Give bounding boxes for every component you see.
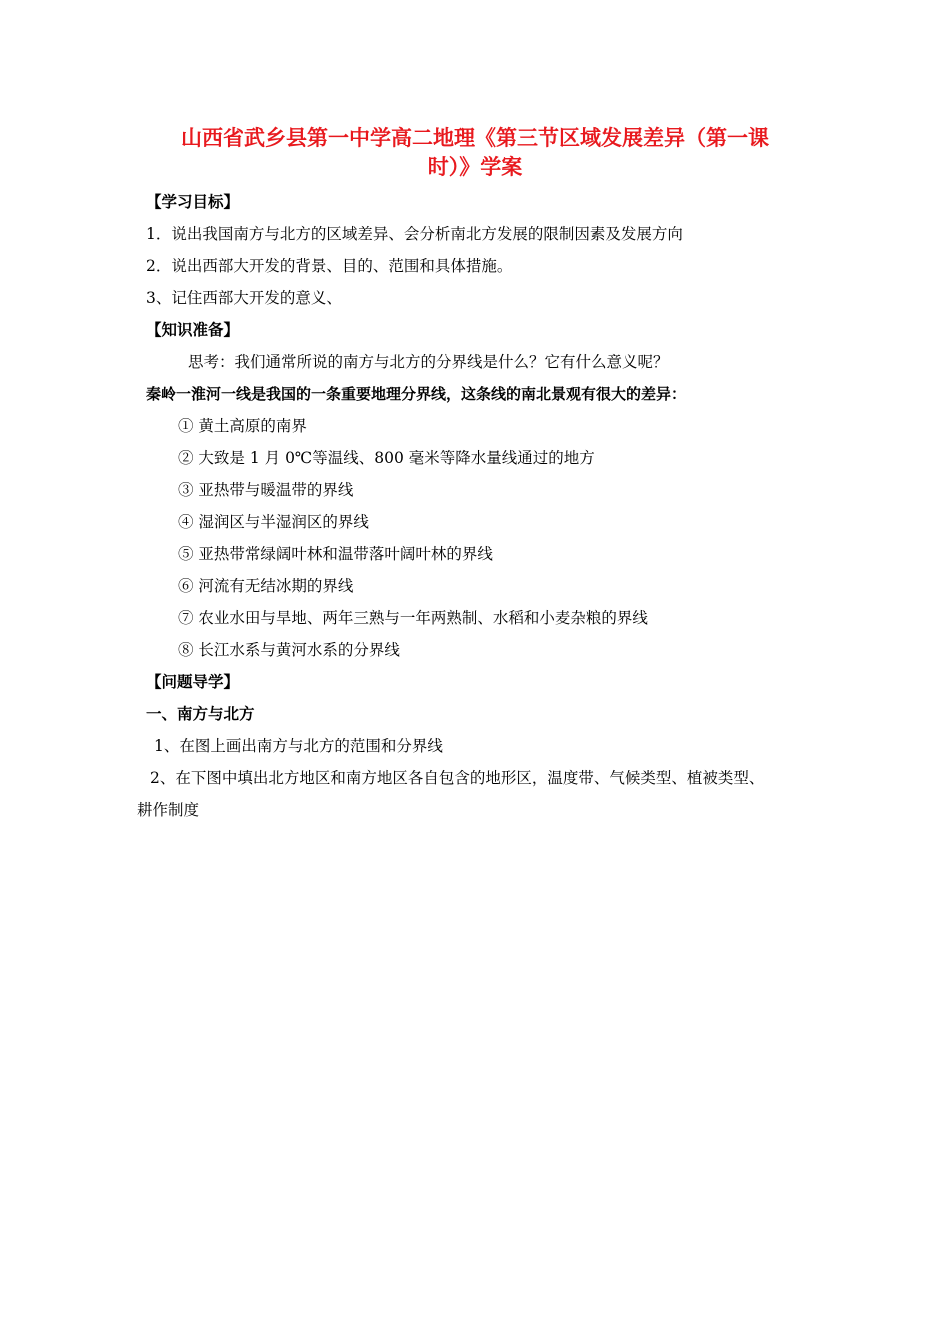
document-title-line-2: 时）》学案 xyxy=(427,155,523,179)
document-title-line-1: 山西省武乡县第一中学高二地理《第三节区域发展差异（第一课 xyxy=(181,126,769,150)
objective-item-3: 3、记住西部大开发的意义、 xyxy=(146,289,342,307)
boundary-point-2: ② 大致是 1 月 0℃等温线、800 毫米等降水量线通过的地方 xyxy=(178,449,595,467)
guide-task-2-line-1: 2、在下图中填出北方地区和南方地区各自包含的地形区，温度带、气候类型、植被类型、 xyxy=(150,769,765,787)
objective-item-2: 2．说出西部大开发的背景、目的、范围和具体措施。 xyxy=(146,257,513,275)
boundary-point-3: ③ 亚热带与暖温带的界线 xyxy=(178,481,354,499)
objective-item-1: 1．说出我国南方与北方的区域差异、会分析南北方发展的限制因素及发展方向 xyxy=(146,225,683,243)
knowledge-heading: 【知识准备】 xyxy=(146,321,240,339)
knowledge-statement: 秦岭一淮河一线是我国的一条重要地理分界线，这条线的南北景观有很大的差异： xyxy=(146,385,687,403)
guide-task-1: 1、在图上画出南方与北方的范围和分界线 xyxy=(154,737,443,755)
guide-task-2-line-2: 耕作制度 xyxy=(137,801,200,819)
guide-section-title: 一、南方与北方 xyxy=(146,705,255,723)
guide-heading: 【问题导学】 xyxy=(146,673,240,691)
objectives-heading: 【学习目标】 xyxy=(146,193,240,211)
boundary-point-5: ⑤ 亚热带常绿阔叶林和温带落叶阔叶林的界线 xyxy=(178,545,493,563)
boundary-point-6: ⑥ 河流有无结冰期的界线 xyxy=(178,577,354,595)
boundary-point-1: ① 黄土高原的南界 xyxy=(178,417,307,435)
boundary-point-4: ④ 湿润区与半湿润区的界线 xyxy=(178,513,369,531)
boundary-point-7: ⑦ 农业水田与旱地、两年三熟与一年两熟制、水稻和小麦杂粮的界线 xyxy=(178,609,648,627)
boundary-point-8: ⑧ 长江水系与黄河水系的分界线 xyxy=(178,641,400,659)
knowledge-question: 思考：我们通常所说的南方与北方的分界线是什么？它有什么意义呢？ xyxy=(188,353,669,371)
